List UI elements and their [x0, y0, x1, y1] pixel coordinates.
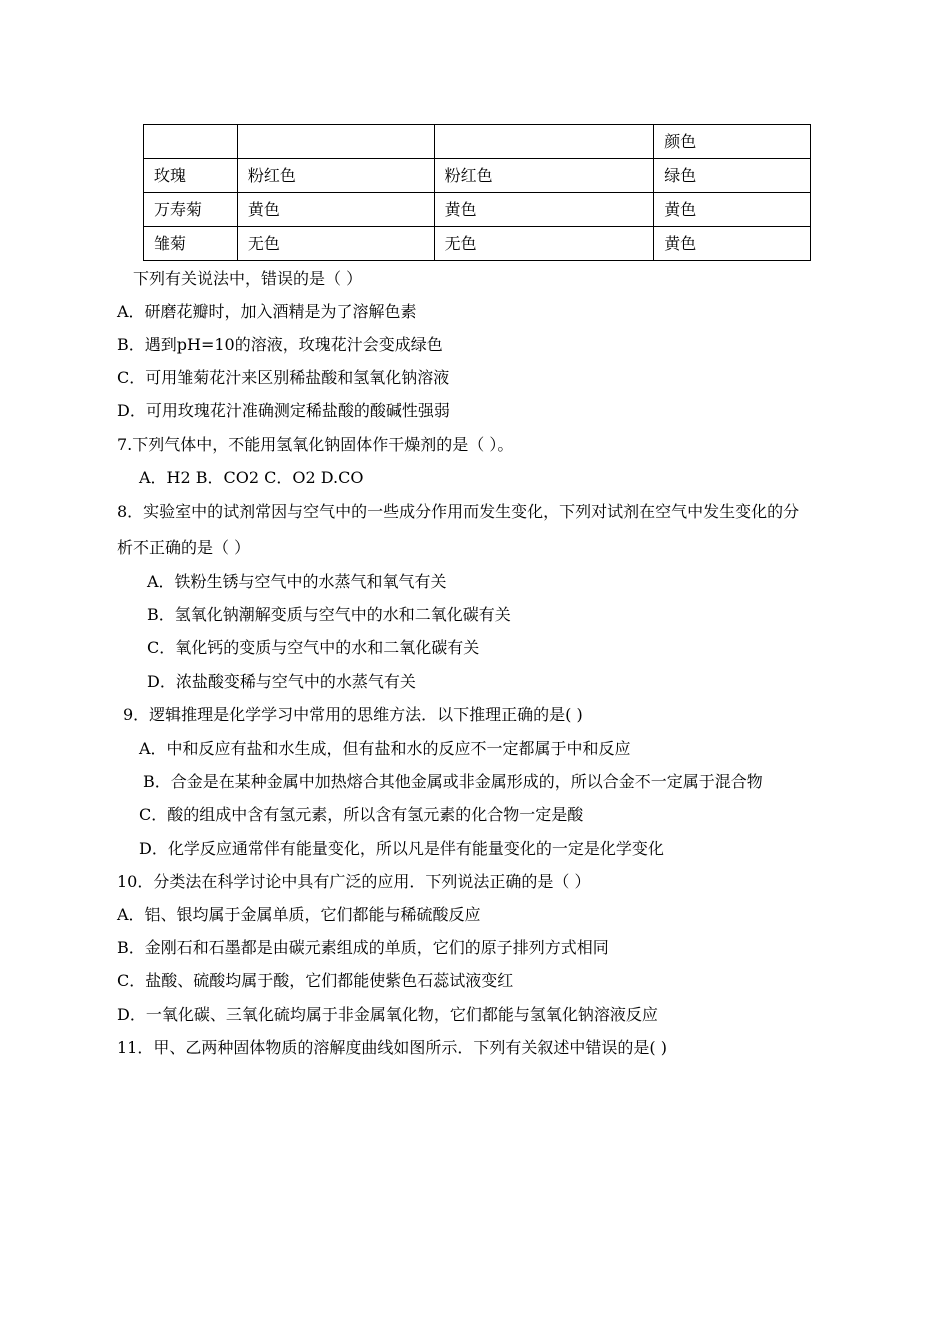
table-cell [144, 125, 238, 159]
question-6-option-b: B．遇到pH=10的溶液，玫瑰花汁会变成绿色 [117, 335, 443, 354]
table-row [144, 227, 811, 261]
table-row [144, 159, 811, 193]
question-10-option-a: A．铝、银均属于金属单质，它们都能与稀硫酸反应 [117, 905, 481, 924]
question-9-option-d: D．化学反应通常伴有能量变化，所以凡是伴有能量变化的一定是化学变化 [139, 839, 664, 858]
question-11-stem: 11．甲、乙两种固体物质的溶解度曲线如图所示．下列有关叙述中错误的是( ) [117, 1038, 667, 1057]
question-6-stem: 下列有关说法中，错误的是（ ） [133, 269, 363, 288]
table-cell: 粉红色 [434, 159, 654, 193]
table-row [144, 193, 811, 227]
table-cell: 黄色 [434, 193, 654, 227]
table-cell: 万寿菊 [144, 193, 238, 227]
table-cell: 黄色 [237, 193, 434, 227]
question-8-option-c: C．氧化钙的变质与空气中的水和二氧化碳有关 [147, 638, 480, 657]
table-cell: 黄色 [654, 193, 811, 227]
question-9-stem: 9．逻辑推理是化学学习中常用的思维方法．以下推理正确的是( ) [123, 705, 583, 724]
question-10-option-b: B．金刚石和石墨都是由碳元素组成的单质，它们的原子排列方式相同 [117, 938, 609, 957]
question-8-option-b: B．氢氧化钠潮解变质与空气中的水和二氧化碳有关 [147, 605, 511, 624]
question-8-stem-line-1: 8．实验室中的试剂常因与空气中的一些成分作用而发生变化，下列对试剂在空气中发生变化的分 [117, 502, 800, 521]
question-7-stem: 7.下列气体中，不能用氢氧化钠固体作干燥剂的是（ ）。 [117, 435, 514, 454]
flower-indicator-table [143, 124, 811, 261]
table-cell: 绿色 [654, 159, 811, 193]
question-10-option-c: C．盐酸、硫酸均属于酸，它们都能使紫色石蕊试液变红 [117, 971, 514, 990]
question-8-stem-line-2: 析不正确的是（ ） [117, 538, 251, 557]
table-cell [237, 125, 434, 159]
question-9-option-c: C．酸的组成中含有氢元素，所以含有氢元素的化合物一定是酸 [139, 805, 584, 824]
question-8-option-a: A．铁粉生锈与空气中的水蒸气和氧气有关 [147, 572, 447, 591]
question-9-option-a: A．中和反应有盐和水生成，但有盐和水的反应不一定都属于中和反应 [139, 739, 631, 758]
table-cell: 玫瑰 [144, 159, 238, 193]
question-10-option-d: D．一氧化碳、三氧化硫均属于非金属氧化物，它们都能与氢氧化钠溶液反应 [117, 1005, 658, 1024]
table-cell [434, 125, 654, 159]
table-cell: 黄色 [654, 227, 811, 261]
table-header-row [144, 125, 811, 159]
table-cell: 无色 [434, 227, 654, 261]
question-6-option-a: A．研磨花瓣时，加入酒精是为了溶解色素 [117, 302, 417, 321]
question-9-option-b: B．合金是在某种金属中加热熔合其他金属或非金属形成的，所以合金不一定属于混合物 [143, 772, 763, 791]
question-10-stem: 10．分类法在科学讨论中具有广泛的应用．下列说法正确的是（ ） [117, 872, 591, 891]
question-6-option-d: D．可用玫瑰花汁准确测定稀盐酸的酸碱性强弱 [117, 401, 450, 420]
table-cell: 粉红色 [237, 159, 434, 193]
table-cell: 颜色 [654, 125, 811, 159]
table-cell: 雏菊 [144, 227, 238, 261]
question-8-option-d: D．浓盐酸变稀与空气中的水蒸气有关 [147, 672, 416, 691]
question-6-option-c: C．可用雏菊花汁来区别稀盐酸和氢氧化钠溶液 [117, 368, 450, 387]
table-cell: 无色 [237, 227, 434, 261]
question-7-options: A．H2 B．CO2 C．O2 D.CO [139, 468, 364, 487]
